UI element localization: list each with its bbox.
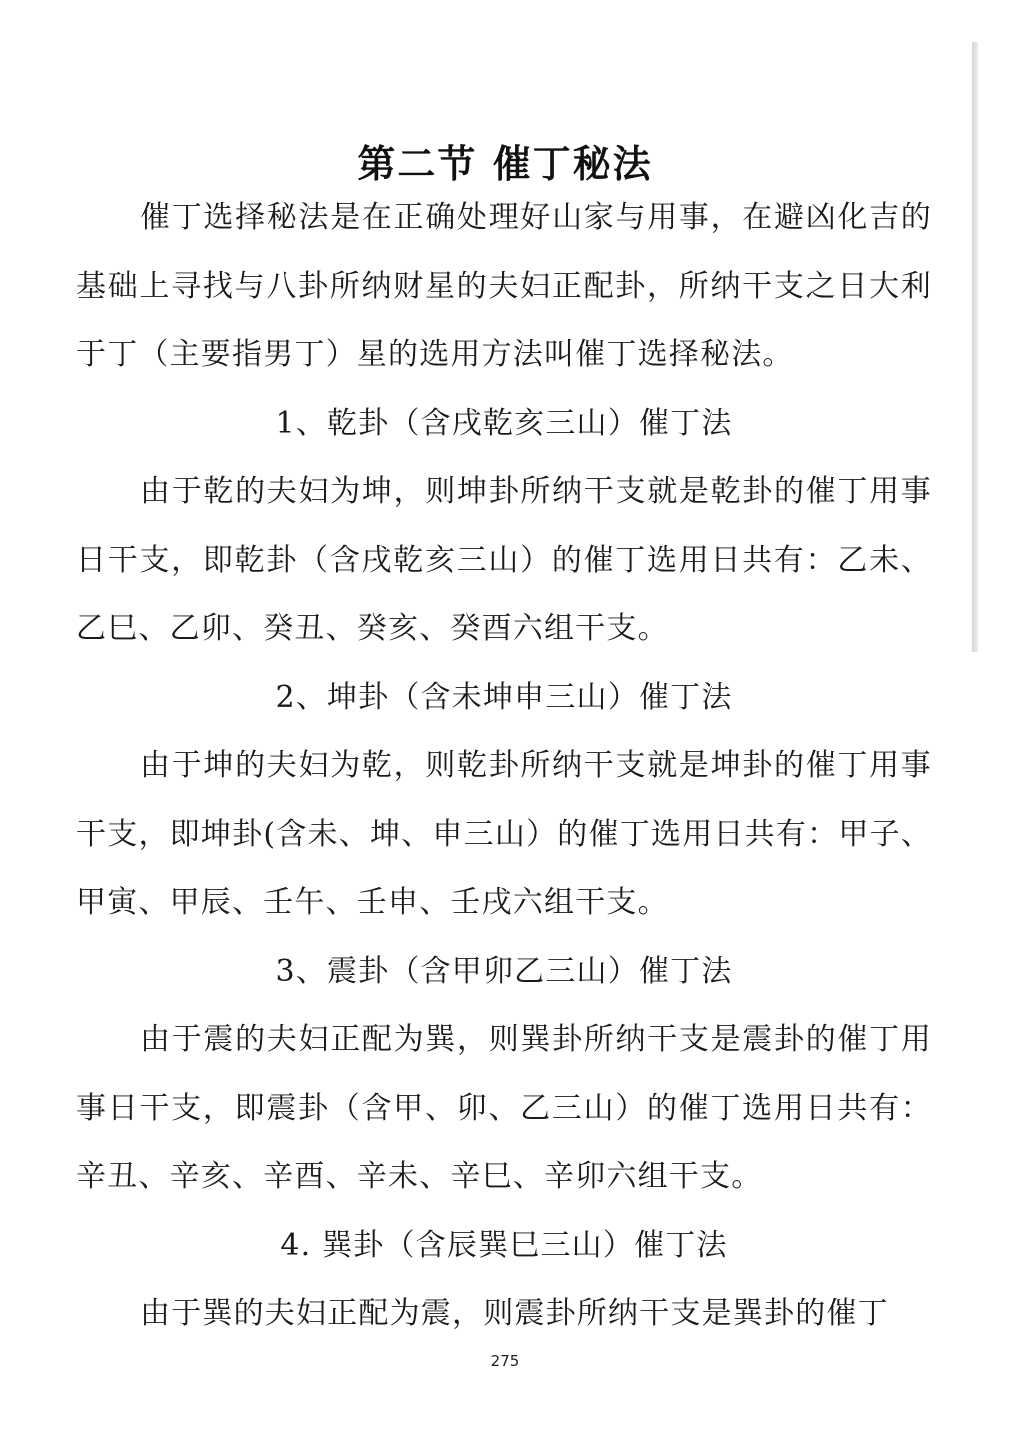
subheading-xun: 4. 巽卦（含辰巽巳三山）催丁法 — [280, 1227, 728, 1263]
paragraph-zhen: 由于震的夫妇正配为巽，则巽卦所纳干支是震卦的催丁用事日干支，即震卦（含甲、卯、乙三山）的催丁选用日共有：辛丑、辛亥、辛酉、辛未、辛巳、辛卯六组干支。 — [76, 1022, 932, 1194]
document-body — [76, 184, 932, 1349]
paragraph-xun: 由于巽的夫妇正配为震，则震卦所纳干支是巽卦的催丁 — [140, 1296, 889, 1331]
paragraph-qian: 由于乾的夫妇为坤，则坤卦所纳干支就是乾卦的催丁用事日干支，即乾卦（含戌乾亥三山）的催丁选用日共有：乙未、乙巳、乙卯、癸丑、癸亥、癸酉六组干支。 — [76, 474, 932, 646]
subheading-kun: 2、坤卦（含未坤申三山）催丁法 — [275, 679, 733, 715]
subheading-qian: 1、乾卦（含戌乾亥三山）催丁法 — [275, 405, 733, 441]
subheading-zhen: 3、震卦（含甲卯乙三山）催丁法 — [275, 953, 733, 989]
paragraph-kun: 由于坤的夫妇为乾，则乾卦所纳干支就是坤卦的催丁用事干支，即坤卦(含未、坤、申三山）的催丁选用日共有：甲子、甲寅、甲辰、壬午、壬申、壬戌六组干支。 — [76, 748, 932, 920]
section-title: 第二节 催丁秘法 — [357, 142, 653, 187]
intro-paragraph: 催丁选择秘法是在正确处理好山家与用事，在避凶化吉的基础上寻找与八卦所纳财星的夫妇正配卦，所纳干支之日大利于丁（主要指男丁）星的选用方法叫催丁选择秘法。 — [76, 200, 932, 372]
page-number: 275 — [490, 1352, 520, 1370]
